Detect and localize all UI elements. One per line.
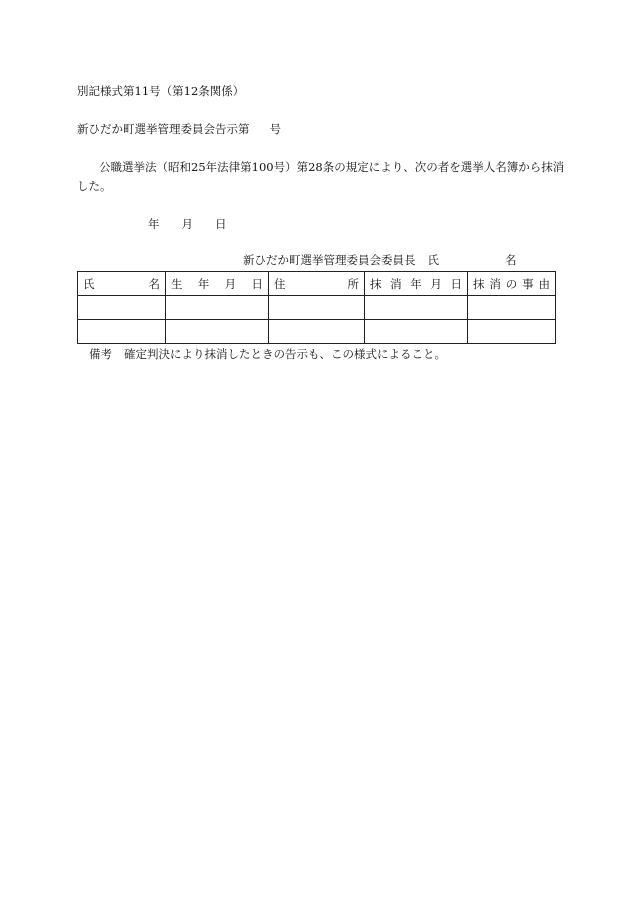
header-removal-date: 抹 消 年 月 日	[365, 272, 468, 296]
body-text-line-2: した。	[77, 179, 112, 193]
table-cell	[166, 320, 269, 344]
form-number-label: 別記様式第11号（第12条関係）	[77, 84, 245, 98]
date-month: 月	[181, 217, 193, 231]
header-address: 住 所	[269, 272, 365, 296]
remarks-label: 備考	[89, 347, 112, 361]
date-year: 年	[148, 217, 160, 231]
table-cell	[269, 296, 365, 320]
date-line	[148, 219, 227, 231]
notice-number-suffix: 号	[269, 122, 281, 136]
table-cell	[365, 296, 468, 320]
table-cell	[269, 320, 365, 344]
body-text-line-1: 公職選挙法（昭和25年法律第100号）第28条の規定により、次の者を選挙人名簿から抹消	[99, 160, 565, 174]
chairperson-title: 新ひだか町選挙管理委員会委員長	[243, 253, 416, 267]
notice-number-prefix: 新ひだか町選挙管理委員会告示第	[77, 122, 250, 136]
table-row	[78, 320, 556, 344]
header-removal-reason: 抹 消 の 事 由	[468, 272, 556, 296]
chairperson-signature-line	[243, 255, 517, 267]
chairperson-mei: 名	[505, 253, 517, 267]
table-cell	[78, 320, 166, 344]
chairperson-shi: 氏	[427, 253, 439, 267]
table-row	[78, 296, 556, 320]
table-cell	[365, 320, 468, 344]
table-header-row	[78, 272, 556, 296]
remarks-line	[89, 349, 446, 361]
remarks-text: 確定判決により抹消したときの告示も、この様式によること。	[124, 347, 446, 361]
removal-table	[77, 271, 556, 344]
header-name: 氏 名	[78, 272, 166, 296]
table-cell	[78, 296, 166, 320]
notice-number-line	[77, 124, 281, 136]
header-birthdate: 生 年 月 日	[166, 272, 269, 296]
table-cell	[468, 296, 556, 320]
table-cell	[166, 296, 269, 320]
date-day: 日	[215, 217, 227, 231]
table-cell	[468, 320, 556, 344]
